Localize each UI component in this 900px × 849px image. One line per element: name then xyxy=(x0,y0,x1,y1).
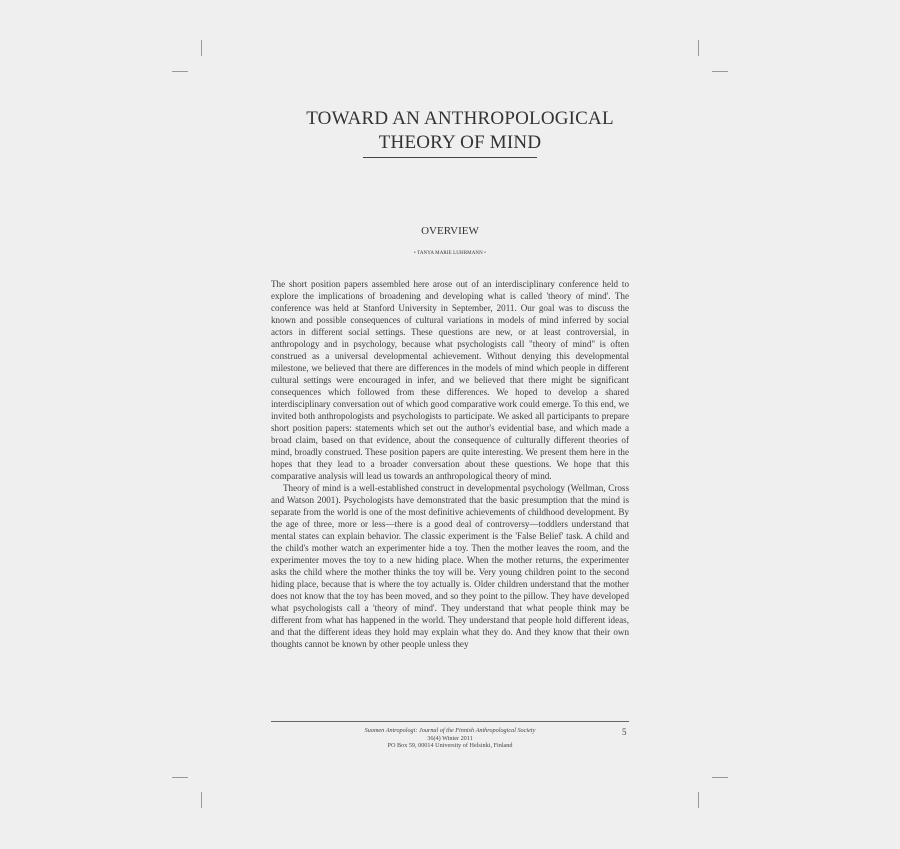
crop-mark xyxy=(698,792,699,808)
crop-mark xyxy=(172,777,188,778)
crop-mark xyxy=(201,40,202,56)
article-body xyxy=(271,278,629,650)
title-underline xyxy=(363,157,537,158)
journal-issue: 36(4) Winter 2011 xyxy=(427,734,473,742)
body-paragraph: The short position papers assembled here arose out of an interdisciplinary conference held to explore the implications of broadening and developing what is called 'theory of mind'. The conference was held at Stanford University in September, 2011. Our goal was to discuss the known and possible consequences of cultural variations in models of mind inferred by social actors in different social settings. These questions are new, or at least controversial, in anthropology and in psychology, because what psychologists call "theory of mind" is often construed as a universal developmental achievement. Without denying this developmental milestone, we believed that there are differences in the models of mind which people in different cultural settings were encouraged in infer, and we believed that there might be significant consequences which followed from these differences. We hoped to develop a shared interdisciplinary conversation out of which good comparative work could emerge. To this end, we invited both anthropologists and psychologists to participate. We asked all participants to prepare short position papers: statements which set out the author's evidential base, and which made a broad claim, based on that evidence, about the consequence of culturally different theories of mind, broadly construed. These position papers are quite interesting. We present them here in the hopes that they lead to a broader conversation about these questions. We hope that this comparative analysis will lead us towards an anthropological theory of mind. xyxy=(271,279,629,481)
journal-name: Suomen Antropologi: Journal of the Finnish Anthropological Society xyxy=(364,727,536,734)
journal-address: PO Box 59, 00014 University of Helsinki, Finland xyxy=(387,742,513,750)
body-paragraph: Theory of mind is a well-established construct in developmental psychology (Wellman, Cross and Watson 2001). Psychologists have demonstrated that the basic presumption that the mind is separate from the world is one of the most definitive achievements of childhood development. By the age of three, more or less—there is a good deal of controversy—toddlers understand that mental states can explain behavior. The classic experiment is the 'False Belief' task. A child and the child's mother watch an experimenter hide a toy. Then the mother leaves the room, and the experimenter moves the toy to a new hiding place. When the mother returns, the experimenter asks the child where the mother thinks the toy will be. Very young children point to the second hiding place, because that is where the toy actually is. Older children understand that the mother does not know that the toy has been moved, and so they point to the pillow. They have developed what psychologists call a 'theory of mind'. They understand that what people think may be different from what has happened in the world. They understand that people hold different ideas, and that the different ideas they hold may explain what they do. And they know that their own thoughts cannot be known by other people unless they xyxy=(271,483,629,649)
crop-mark xyxy=(712,71,728,72)
crop-mark xyxy=(201,792,202,808)
crop-mark xyxy=(712,777,728,778)
article-title-line-1: TOWARD AN ANTHROPOLOGICAL xyxy=(306,108,614,129)
page-number: 5 xyxy=(622,727,627,737)
article-title-line-2: THEORY OF MIND xyxy=(378,132,542,153)
crop-mark xyxy=(698,40,699,56)
section-heading: OVERVIEW xyxy=(421,225,479,237)
page-footer xyxy=(300,727,600,750)
crop-mark xyxy=(172,71,188,72)
author-byline: • TANYA MARIE LUHRMANN • xyxy=(413,251,487,256)
footer-rule xyxy=(271,721,629,722)
